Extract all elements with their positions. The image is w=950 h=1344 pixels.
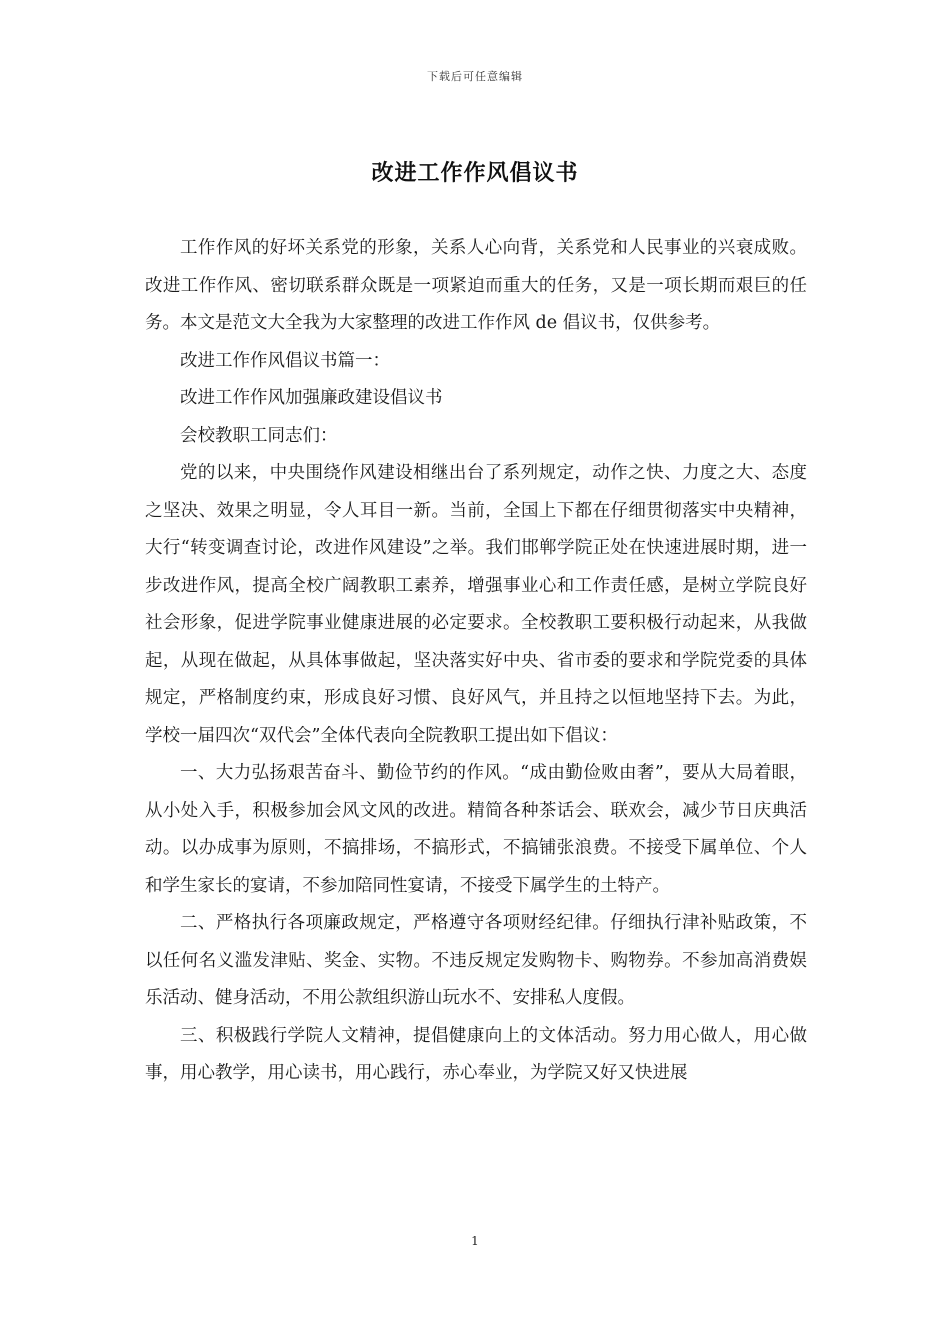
document-body bbox=[145, 230, 807, 1093]
paragraph-section-heading: 改进工作作风倡议书篇一： bbox=[180, 350, 390, 371]
paragraph-item-two: 二、严格执行各项廉政规定，严格遵守各项财经纪律。仔细执行津补贴政策，不以任何名义滥发津贴、奖金、实物。不违反规定发购物卡、购物券。不参加高消费娱乐活动、健身活动，不用公款组织游山玩水不、安排私人度假。 bbox=[145, 913, 807, 1008]
header-note: 下载后可任意编辑 bbox=[427, 70, 523, 83]
paragraph-item-three: 三、积极践行学院人文精神，提倡健康向上的文体活动。努力用心做人，用心做事，用心教学，用心读书，用心践行，赤心奉业，为学院又好又快进展 bbox=[145, 1025, 807, 1083]
document-title: 改进工作作风倡议书 bbox=[371, 160, 579, 186]
paragraph-intro: 工作作风的好坏关系党的形象，关系人心向背，关系党和人民事业的兴衰成败。改进工作作风、密切联系群众既是一项紧迫而重大的任务，又是一项长期而艰巨的任务。本文是范文大全我为大家整理的改进工作作风 de 倡议书，仅供参考。 bbox=[145, 238, 807, 333]
paragraph-salutation: 会校教职工同志们： bbox=[180, 425, 338, 446]
paragraph-proposal-title: 改进工作作风加强廉政建设倡议书 bbox=[180, 388, 443, 408]
paragraph-background: 党的以来，中央围绕作风建设相继出台了系列规定，动作之快、力度之大、态度之坚决、效果之明显，令人耳目一新。当前，全国上下都在仔细贯彻落实中央精神，大行“转变调查讨论，改进作风建设”之举。我们邯郸学院正处在快速进展时期，进一步改进作风，提高全校广阔教职工素养，增强事业心和工作责任感，是树立学院良好社会形象，促进学院事业健康进展的必定要求。全校教职工要积极行动起来，从我做起，从现在做起，从具体事做起，坚决落实好中央、省市委的要求和学院党委的具体规定，严格制度约束，形成良好习惯、良好风气，并且持之以恒地坚持下去。为此，学校一届四次“双代会”全体代表向全院教职工提出如下倡议： bbox=[145, 463, 807, 746]
page-number: 1 bbox=[471, 1234, 479, 1248]
paragraph-item-one: 一、大力弘扬艰苦奋斗、勤俭节约的作风。“成由勤俭败由奢”，要从大局着眼，从小处入手，积极参加会风文风的改进。精简各种茶话会、联欢会，减少节日庆典活动。以办成事为原则，不搞排场，不搞形式，不搞铺张浪费。不接受下属单位、个人和学生家长的宴请，不参加陪同性宴请，不接受下属学生的土特产。 bbox=[145, 763, 807, 896]
